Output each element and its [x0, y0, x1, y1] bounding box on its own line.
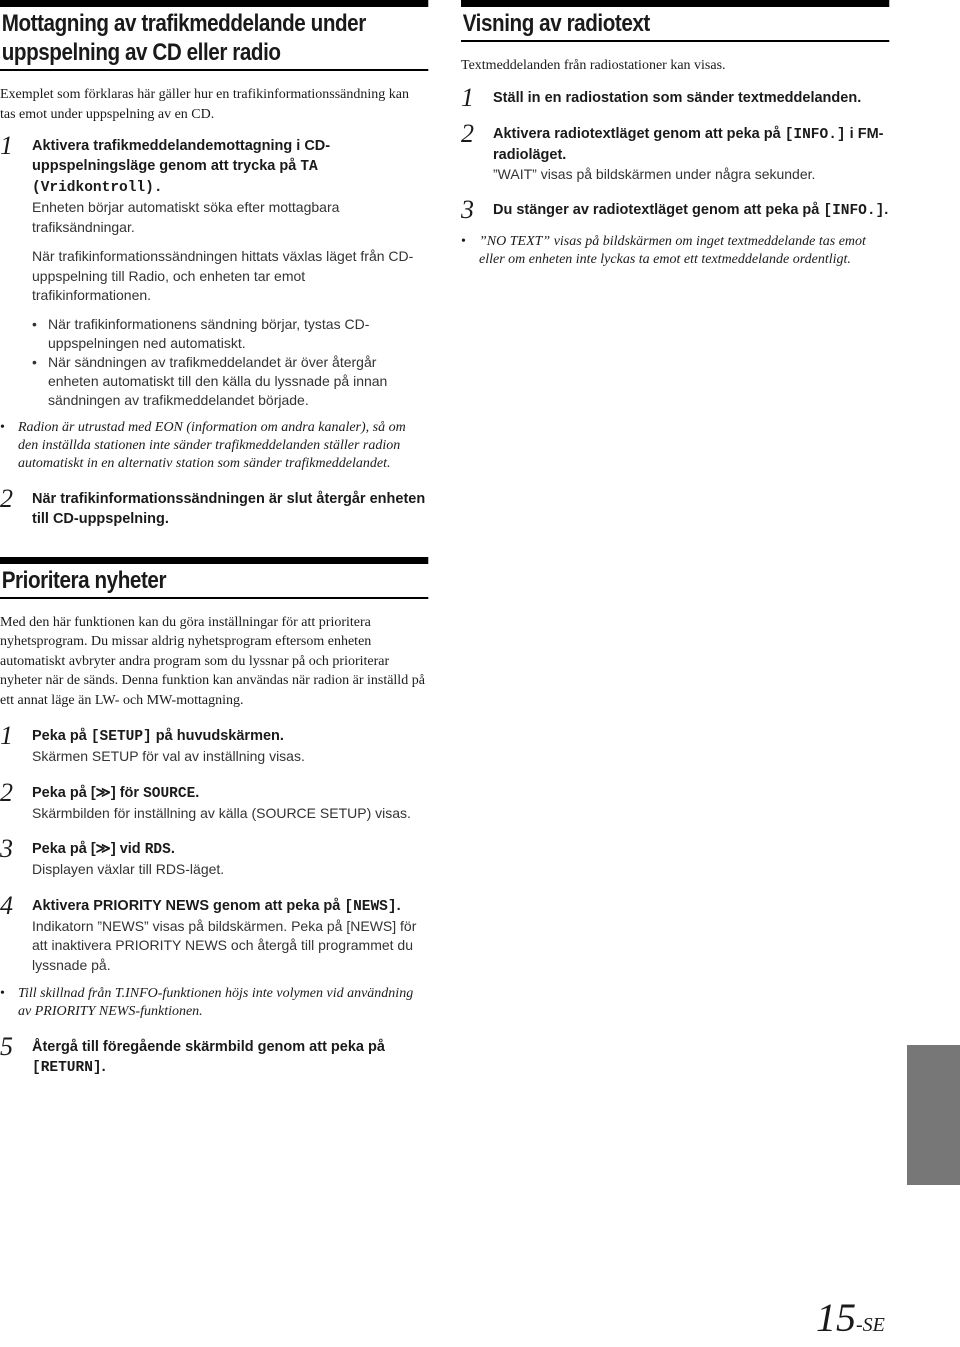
step-number: 2 — [461, 118, 474, 148]
step-heading: Peka på [≫] för SOURCE. — [32, 784, 200, 802]
chapter-tab — [907, 1045, 960, 1185]
step-heading: Återgå till föregående skärmbild genom att peka på [RETURN]. — [32, 1039, 385, 1076]
section-title-traffic: Mottagning av trafikmeddelande under uppspelning av CD eller radio — [0, 0, 429, 71]
radiotext-step-1 — [461, 82, 889, 112]
news-step-5 — [0, 1032, 428, 1078]
step-description: Indikatorn ”NEWS” visas på bildskärmen. Peka på [NEWS] för att inaktivera PRIORITY NEWS och återgå till programmet du lyssnade på. — [32, 917, 417, 973]
step-number: 2 — [0, 777, 13, 807]
step-number: 1 — [0, 721, 13, 750]
bullet-item: • När sändningen av trafikmeddelandet är över återgår enheten automatiskt till den källa du lyssnade på innan sändningen av trafikmeddelandet började. — [32, 353, 428, 410]
news-step-1 — [0, 721, 428, 767]
step-heading: Peka på [≫] vid RDS. — [32, 841, 175, 858]
news-note: • Till skillnad från T.INFO-funktionen höjs inte volymen vid användning av PRIORITY NEWS-funktionen. — [0, 985, 428, 1021]
forward-icon: ≫ — [95, 841, 111, 857]
section-title-radiotext: Visning av radiotext — [461, 0, 890, 42]
step-heading: Ställ in en radiostation som sänder textmeddelanden. — [493, 89, 862, 106]
radiotext-step-3 — [461, 195, 889, 224]
traffic-step-1 — [0, 131, 428, 410]
step-heading: Aktivera PRIORITY NEWS genom att peka på [NEWS]. — [32, 897, 401, 915]
radiotext-intro: Textmeddelanden från radiostationer kan visas. — [461, 58, 726, 73]
forward-icon: ≫ — [95, 784, 111, 801]
step-number: 3 — [0, 834, 13, 863]
right-column — [461, 0, 889, 269]
step-heading: Du stänger av radiotextläget genom att peka på [INFO.]. — [493, 202, 889, 219]
step-heading: Aktivera radiotextläget genom att peka på [INFO.] i FM-radioläget. — [493, 125, 884, 163]
step-number: 2 — [0, 483, 13, 513]
step-number: 4 — [0, 890, 13, 920]
step-description: ”WAIT” visas på bildskärmen under några sekunder. — [493, 165, 816, 182]
step-description: Enheten börjar automatiskt söka efter mottagbara trafiksändningar. — [32, 199, 340, 235]
step-number: 1 — [0, 131, 13, 160]
bullet-list — [32, 315, 428, 410]
traffic-intro: Exemplet som förklaras här gäller hur en trafikinformationssändning kan tas emot under uppspelning av en CD. — [0, 87, 409, 122]
eon-note: • Radion är utrustad med EON (information om andra kanaler), så om den inställda stationen inte sänder trafikmeddelanden ställer radion automatiskt in en alternativ station som sänder trafikmeddelandet. — [0, 419, 428, 473]
left-column — [0, 0, 428, 1078]
radiotext-step-2 — [461, 118, 889, 185]
step-number: 3 — [461, 195, 474, 224]
step-heading: När trafikinformationssändningen är slut återgår enheten till CD-uppspelning. — [32, 490, 426, 527]
news-intro: Med den här funktionen kan du göra inställningar för att prioritera nyhetsprogram. Du missar aldrig nyhetsprogram eftersom enheten automatiskt avbryter andra program som du lyssnar på och prioriterar nyheter när de sänds. Denna funktion kan användas när radion är inställd på ett annat läge än LW- och MW-mottagning. — [0, 614, 425, 708]
step-heading: Peka på [SETUP] på huvudskärmen. — [32, 728, 284, 745]
page-number: 15-SE — [816, 1295, 885, 1340]
step-number: 5 — [0, 1032, 13, 1061]
news-step-4 — [0, 890, 428, 976]
step-description: Skärmen SETUP för val av inställning visas. — [32, 748, 305, 764]
step-number: 1 — [461, 82, 474, 112]
bullet-item: • När trafikinformationens sändning börjar, tystas CD-uppspelningen ned automatiskt. — [32, 315, 428, 353]
news-step-2 — [0, 777, 428, 824]
step-description: När trafikinformationssändningen hittats växlas läget från CD-uppspelning till Radio, och enheten tar emot trafikinformationen. — [32, 248, 414, 303]
no-text-note: • ”NO TEXT” visas på bildskärmen om inget textmeddelande tas emot eller om enheten inte lyckas ta emot ett textmeddelande ordentligt. — [461, 233, 889, 269]
step-heading: Aktivera trafikmeddelandemottagning i CD-uppspelningsläge genom att trycka på TA (Vridkontroll). — [32, 138, 331, 196]
step-description: Skärmbilden för inställning av källa (SOURCE SETUP) visas. — [32, 804, 411, 821]
traffic-step-2 — [0, 483, 428, 529]
news-step-3 — [0, 834, 428, 880]
step-description: Displayen växlar till RDS-läget. — [32, 861, 225, 877]
section-title-news: Prioritera nyheter — [0, 557, 429, 599]
